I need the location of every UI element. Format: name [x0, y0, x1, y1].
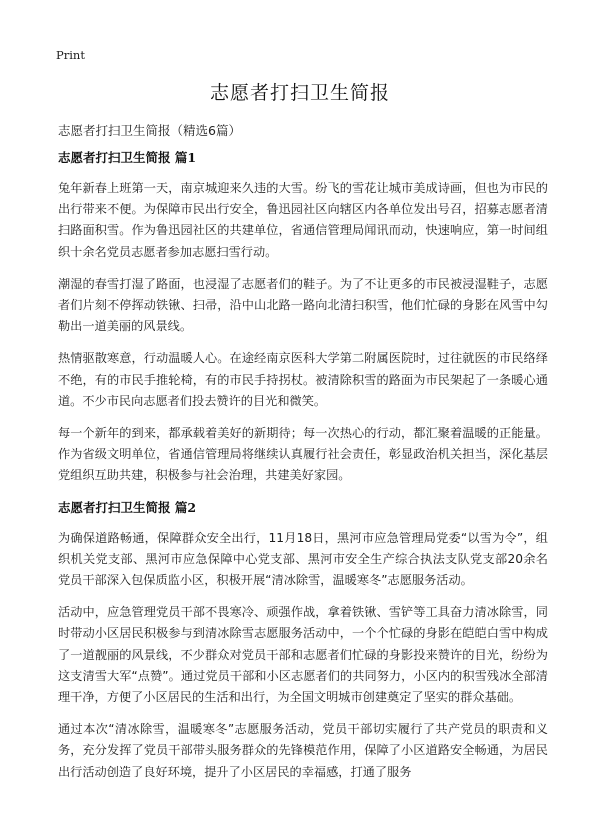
print-label: Print: [56, 48, 85, 62]
paragraph: 为确保道路畅通，保障群众安全出行，11月18日，黑河市应急管理局党委“以雪为令”，组织机关党支部、黑河市应急保障中心党支部、黑河市安全生产综合执法支队党支部20余名党员干部深入包保质监小区，积极开展“清冰除雪，温暖寒冬”志愿服务活动。: [58, 530, 548, 588]
section-2: [58, 499, 548, 783]
section-heading: 志愿者打扫卫生简报 篇2: [58, 499, 197, 515]
page-title: 志愿者打扫卫生简报: [209, 82, 390, 104]
paragraph: 活动中，应急管理党员干部不畏寒冷、顽强作战，拿着铁锹、雪铲等工具奋力清冰除雪，同时带动小区居民积极参与到清冰除雪志愿服务活动中，一个个忙碌的身影在皑皑白雪中构成了一道靓丽的风景线，不少群众对党员干部和志愿者们忙碌的身影投来赞许的目光，纷纷为这支清雪大军“点赞”。通过党员干部和小区志愿者们的共同努力，小区内的积雪残冰全部清理干净，方便了小区居民的生活和出行，为全国文明城市创建奠定了坚实的群众基础。: [58, 605, 548, 705]
document-body: [58, 122, 548, 794]
paragraph: 热情驱散寒意，行动温暖人心。在途经南京医科大学第二附属医院时，过往就医的市民络绎不绝，有的市民手推轮椅，有的市民手持拐杖。被清除积雪的路面为市民架起了一条暖心通道。不少市民向志愿者们投去赞许的目光和微笑。: [58, 351, 548, 408]
paragraph: 兔年新春上班第一天，南京城迎来久违的大雪。纷飞的雪花让城市美成诗画，但也为市民的出行带来不便。为保障市民出行安全，鲁迅园社区向辖区内各单位发出号召，招募志愿者清扫路面积雪。作为鲁迅园社区的共建单位，省通信管理局闻讯而动，快速响应，第一时间组织十余名党员志愿者参加志愿扫雪行动。: [58, 181, 548, 259]
document-subtitle: 志愿者打扫卫生简报（精选6篇）: [58, 123, 241, 138]
section-1: [58, 149, 548, 487]
paragraph: 通过本次“清冰除雪，温暖寒冬”志愿服务活动，党员干部切实履行了共产党员的职责和义务，充分发挥了党员干部带头服务群众的先锋模范作用，保障了小区道路安全畅通，为居民出行活动创造了良好环境，提升了小区居民的幸福感，打通了服务: [58, 722, 548, 779]
paragraph: 每一个新年的到来，都承载着美好的新期待；每一次热心的行动，都汇聚着温暖的正能量。作为省级文明单位，省通信管理局将继续认真履行社会责任，彰显政治机关担当，深化基层党组织互助共建，积极参与社会治理，共建美好家园。: [58, 426, 548, 483]
section-heading: 志愿者打扫卫生简报 篇1: [58, 150, 197, 165]
paragraph: 潮湿的春雪打湿了路面，也浸湿了志愿者们的鞋子。为了不让更多的市民被浸湿鞋子，志愿者们片刻不停挥动铁锹、扫帚，沿中山北路一路向北清扫积雪，他们忙碌的身影在风雪中勾勒出一道美丽的风景线。: [58, 276, 548, 334]
